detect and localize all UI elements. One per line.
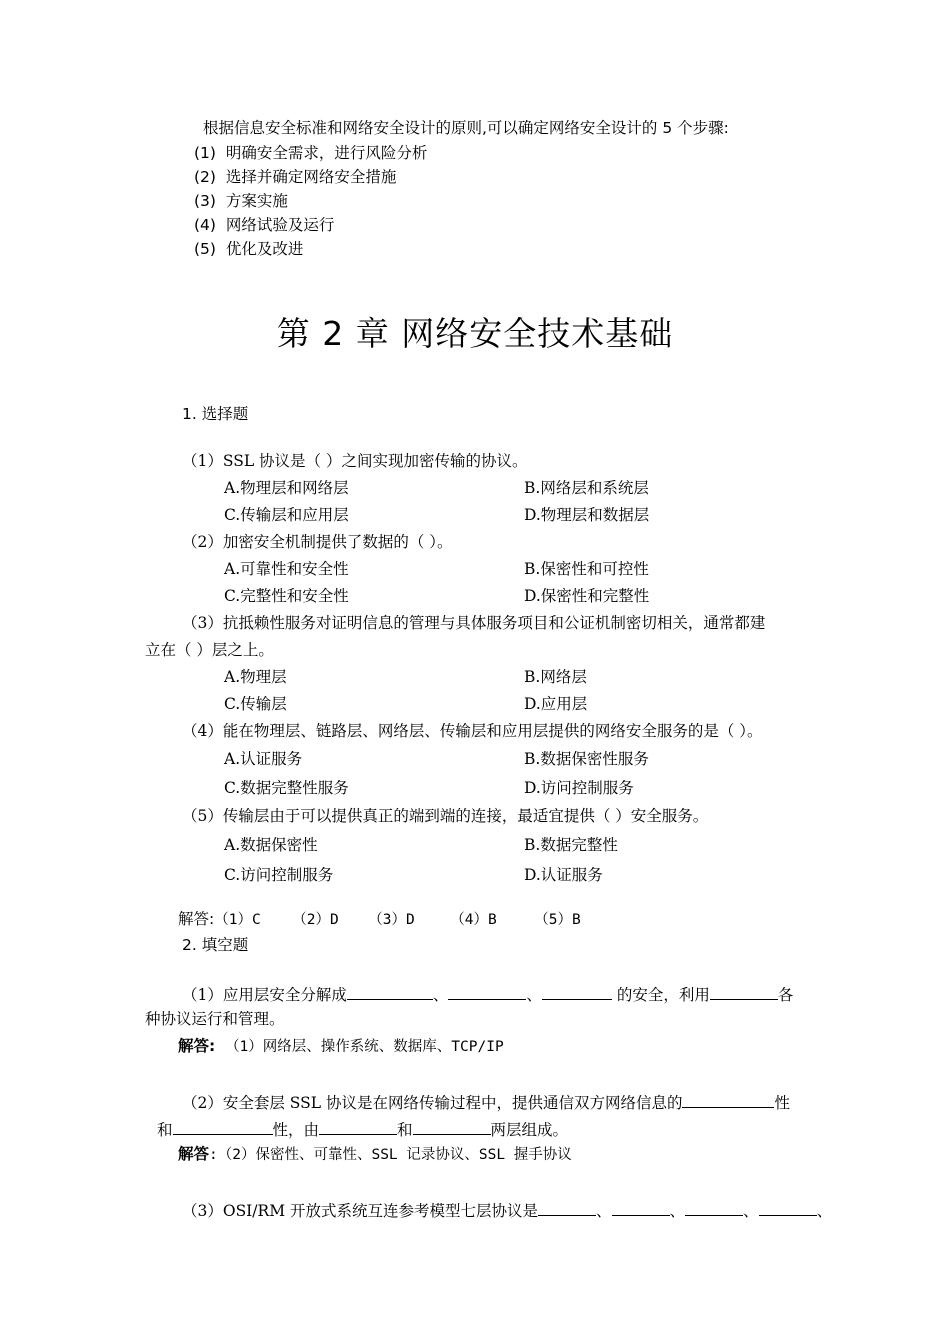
fill-suffix: 性	[774, 1094, 790, 1112]
answer-blank[interactable]	[173, 1117, 273, 1135]
fill-text: 和	[157, 1121, 173, 1139]
option: A.可靠性和安全性	[224, 560, 349, 578]
option: A.数据保密性	[224, 836, 318, 854]
option: D.物理层和数据层	[524, 506, 650, 524]
step-number: (2)	[194, 168, 216, 186]
intro-step	[194, 239, 303, 259]
fill-question-line	[182, 1198, 832, 1221]
separator: 、	[816, 1202, 833, 1220]
step-text: 网络试验及运行	[225, 216, 335, 234]
answer-item: （5）B	[534, 912, 581, 928]
question-stem: （5）传输层由于可以提供真正的端到端的连接，最适宜提供（ ）安全服务。	[182, 807, 709, 825]
option: D.保密性和完整性	[524, 587, 650, 605]
fill-question-line2: 种协议运行和管理。	[145, 1010, 285, 1028]
option: B.保密性和可控性	[524, 560, 649, 578]
fill-suffix: 各	[777, 986, 794, 1004]
answer-item: （4）B	[450, 912, 497, 928]
fill-prefix: （3）OSI/RM 开放式系统互连参考模型七层协议是	[182, 1202, 539, 1220]
answer-blank[interactable]	[413, 1117, 491, 1135]
answer-item: （2）D	[292, 912, 339, 928]
question-stem-continued: 立在（ ）层之上。	[145, 641, 274, 659]
answer-blank[interactable]	[685, 1198, 743, 1216]
fill-prefix: （2）安全套层 SSL 协议是在网络传输过程中，提供通信双方网络信息的	[182, 1094, 683, 1112]
option: C.数据完整性服务	[224, 779, 349, 797]
fill-answer	[178, 1036, 504, 1057]
fill-question-line2	[157, 1117, 568, 1140]
option: D.应用层	[524, 695, 588, 713]
separator: 、	[743, 1202, 759, 1220]
choice-answers	[178, 909, 581, 930]
option: C.访问控制服务	[224, 866, 334, 884]
answer-blank[interactable]	[759, 1198, 817, 1216]
option: C.完整性和安全性	[224, 587, 349, 605]
intro-step	[194, 143, 427, 163]
answer-blank[interactable]	[682, 1090, 774, 1108]
option: D.访问控制服务	[524, 779, 634, 797]
section-heading-choice: 1. 选择题	[182, 405, 249, 423]
separator: 、	[432, 986, 449, 1004]
intro-step	[194, 215, 334, 235]
step-number: (5)	[194, 240, 216, 258]
step-text: 方案实施	[225, 192, 288, 210]
answer-label: 解答	[178, 1145, 210, 1163]
fill-mid: 的安全，利用	[611, 986, 710, 1004]
intro-lead: 根据信息安全标准和网络安全设计的原则,可以确定网络安全设计的 5 个步骤:	[203, 119, 729, 137]
step-number: (4)	[194, 216, 216, 234]
fill-text: 性，由	[272, 1121, 320, 1139]
answer-blank[interactable]	[448, 982, 526, 1000]
answer-text: （1）网络层、操作系统、数据库、TCP/IP	[225, 1039, 504, 1055]
step-text: 选择并确定网络安全措施	[225, 168, 397, 186]
answer-blank[interactable]	[710, 982, 778, 1000]
question-stem: （3）抗抵赖性服务对证明信息的管理与具体服务项目和公证机制密切相关，通常都建	[182, 614, 766, 632]
option: A.物理层	[224, 668, 287, 686]
question-stem: （4）能在物理层、链路层、网络层、传输层和应用层提供的网络安全服务的是（ ）。	[182, 722, 763, 740]
answer-blank[interactable]	[347, 982, 433, 1000]
step-number: (1)	[194, 144, 216, 162]
step-text: 明确安全需求，进行风险分析	[225, 144, 428, 162]
chapter-title: 第 2 章 网络安全技术基础	[276, 314, 674, 353]
option: B.网络层和系统层	[524, 479, 649, 497]
separator: 、	[669, 1202, 686, 1220]
answer-item: （3）D	[368, 912, 415, 928]
fill-question-line	[182, 982, 793, 1005]
fill-answer	[178, 1144, 572, 1165]
fill-text: 两层组成。	[490, 1121, 569, 1139]
option: B.数据保密性服务	[524, 750, 649, 768]
option: C.传输层和应用层	[224, 506, 349, 524]
question-stem: （2）加密安全机制提供了数据的（ ）。	[182, 533, 453, 551]
step-number: (3)	[194, 192, 216, 210]
option: D.认证服务	[524, 866, 603, 884]
option: A.认证服务	[224, 750, 303, 768]
answer-blank[interactable]	[612, 1198, 670, 1216]
answer-blank[interactable]	[538, 1198, 596, 1216]
section-heading-fill: 2. 填空题	[182, 936, 249, 954]
fill-question-line	[182, 1090, 790, 1113]
separator: 、	[596, 1202, 612, 1220]
option: A.物理层和网络层	[224, 479, 349, 497]
intro-step	[194, 191, 288, 211]
step-text: 优化及改进	[225, 240, 304, 258]
answer-blank[interactable]	[542, 982, 612, 1000]
question-stem: （1）SSL 协议是（ ）之间实现加密传输的协议。	[182, 452, 528, 470]
answer-blank[interactable]	[319, 1117, 397, 1135]
option: B.数据完整性	[524, 836, 618, 854]
answer-item: （1）C	[214, 912, 261, 928]
separator: 、	[526, 986, 542, 1004]
option: C.传输层	[224, 695, 287, 713]
answer-label: 解答:	[178, 1037, 216, 1055]
answer-text: :（2）保密性、可靠性、SSL 记录协议、SSL 握手协议	[209, 1147, 572, 1163]
answer-label: 解答:	[178, 910, 215, 928]
fill-text: 和	[397, 1121, 413, 1139]
fill-prefix: （1）应用层安全分解成	[182, 986, 347, 1004]
option: B.网络层	[524, 668, 587, 686]
intro-step	[194, 167, 396, 187]
